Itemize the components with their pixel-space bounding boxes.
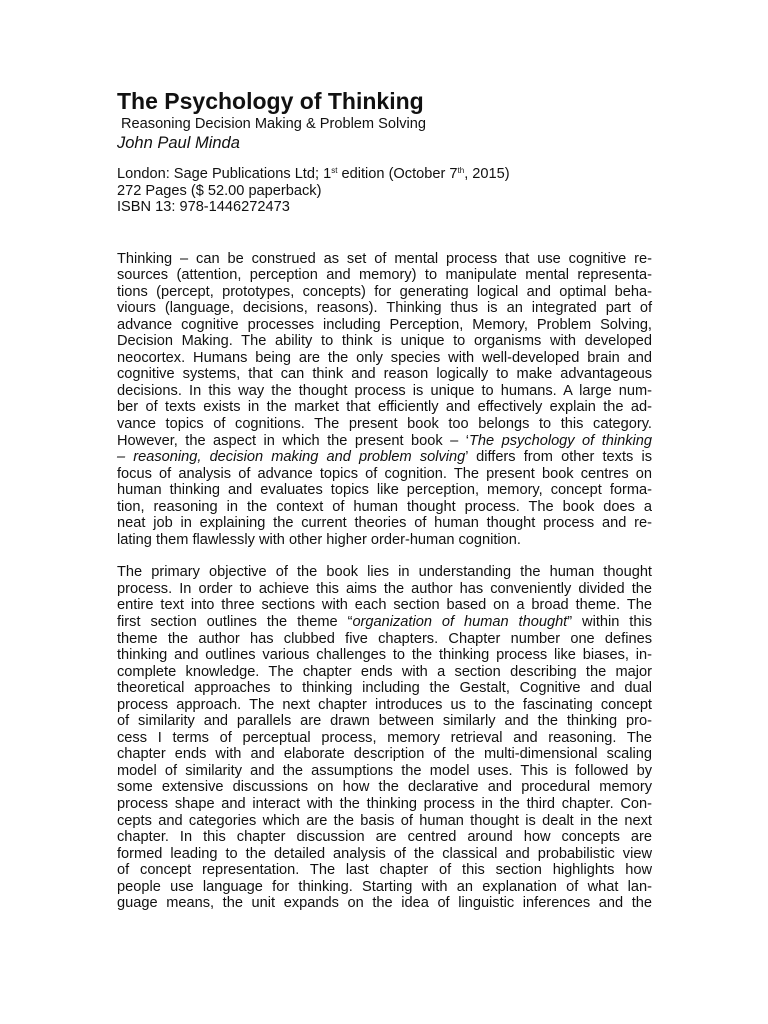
text-line: vance topics of cognitions. The present book too belongs to this category.	[117, 415, 652, 432]
text-line: Thinking – can be construed as set of mental process that use cognitive re-	[117, 250, 652, 267]
text-line: process shape and interact with the thinking process in the third chapter. Con-	[117, 796, 652, 812]
text-line: However, the aspect in which the present book – ‘The psychology of thinking	[117, 432, 653, 449]
text-line: process approach. The next chapter introduces us to the fascinating concept	[117, 696, 652, 713]
text-line: of similarity and parallels are drawn between similarly and the thinking pro-	[117, 713, 652, 730]
text-line: model of similarity and the assumptions the model uses. This is followed by	[117, 762, 652, 779]
text-line: neocortex. Humans being are the only species with well-developed brain and	[117, 349, 652, 366]
text-line: some extensive discussions on how the declarative and procedural memory	[117, 779, 652, 796]
text-line: first section outlines the theme “organization of human thought” within this	[117, 613, 652, 630]
text-line: decisions. In this way the thought process is unique to humans. A large num-	[117, 382, 652, 399]
publisher-line: London: Sage Publications Ltd; 1st edition (October 7th, 2015)	[117, 166, 510, 182]
publication-info	[117, 166, 652, 216]
book-title: The Psychology of Thinking	[117, 88, 424, 114]
text-line: Decision Making. The ability to think is unique to organisms with developed	[117, 333, 652, 350]
isbn-line: ISBN 13: 978-1446272473	[117, 199, 290, 215]
book-review	[117, 86, 652, 928]
text-line: chapter ends with and elaborate description of the multi-dimensional scaling	[117, 746, 652, 763]
text-line: tions (percept, prototypes, concepts) for generating logical and optimal beha-	[117, 283, 652, 300]
paragraph-2	[117, 564, 652, 911]
book-subtitle: Reasoning Decision Making & Problem Solving	[121, 116, 427, 132]
text-line: theoretical approaches to thinking including the Gestalt, Cognitive and dual	[117, 680, 652, 697]
text-line: of concept representation. The last chapter of this section highlights how	[117, 862, 652, 879]
text-line: The primary objective of the book lies in understanding the human thought	[117, 564, 652, 581]
text-line: cess I terms of perceptual process, memory retrieval and reasoning. The	[117, 729, 652, 746]
book-author: John Paul Minda	[117, 134, 240, 152]
text-line: cepts and categories which are the basis of human thought is dealt in the next	[117, 812, 652, 829]
text-line: neat job in explaining the current theories of human thought process and re-	[117, 515, 652, 532]
text-line: thinking and outlines various challenges to the thinking process like biases, in-	[117, 647, 652, 664]
text-line: formed leading to the detailed analysis of the classical and probabilistic view	[117, 845, 652, 862]
text-line: – reasoning, decision making and problem solving’ differs from other texts is	[117, 449, 653, 466]
paragraph-1	[117, 251, 652, 549]
text-line: ber of texts exists in the market that efficiently and effectively explain the ad-	[117, 399, 652, 416]
text-line: tion, reasoning in the context of human thought process. The book does a	[117, 498, 652, 515]
text-line: focus of analysis of advance topics of cognition. The present book centres on	[117, 465, 652, 482]
pages-price-line: 272 Pages ($ 52.00 paperback)	[117, 182, 322, 199]
text-line: human thinking and evaluates topics like perception, memory, concept forma-	[117, 482, 652, 499]
review-body	[117, 251, 652, 912]
text-line: guage means, the unit expands on the idea of linguistic inferences and the	[117, 895, 652, 912]
text-line: complete knowledge. The chapter ends with a section describing the major	[117, 663, 652, 680]
text-line: sources (attention, perception and memory) to manipulate mental representa-	[117, 267, 652, 284]
text-line: process. In order to achieve this aims the author has conveniently divided the	[117, 580, 652, 597]
text-line: people use language for thinking. Starting with an explanation of what lan-	[117, 878, 652, 895]
text-line: viours (language, decisions, reasons). Thinking thus is an integrated part of	[117, 300, 652, 317]
text-line: chapter. In this chapter discussion are centred around how concepts are	[117, 829, 652, 846]
text-line: lating them flawlessly with other higher order-human cognition.	[117, 531, 521, 548]
text-line: entire text into three sections with each section based on a broad theme. The	[117, 597, 652, 614]
text-line: cognitive systems, that can think and reason logically to make advantageous	[117, 366, 652, 383]
text-line: theme the author has clubbed five chapters. Chapter number one defines	[117, 630, 652, 647]
text-line: advance cognitive processes including Perception, Memory, Problem Solving,	[117, 316, 652, 333]
